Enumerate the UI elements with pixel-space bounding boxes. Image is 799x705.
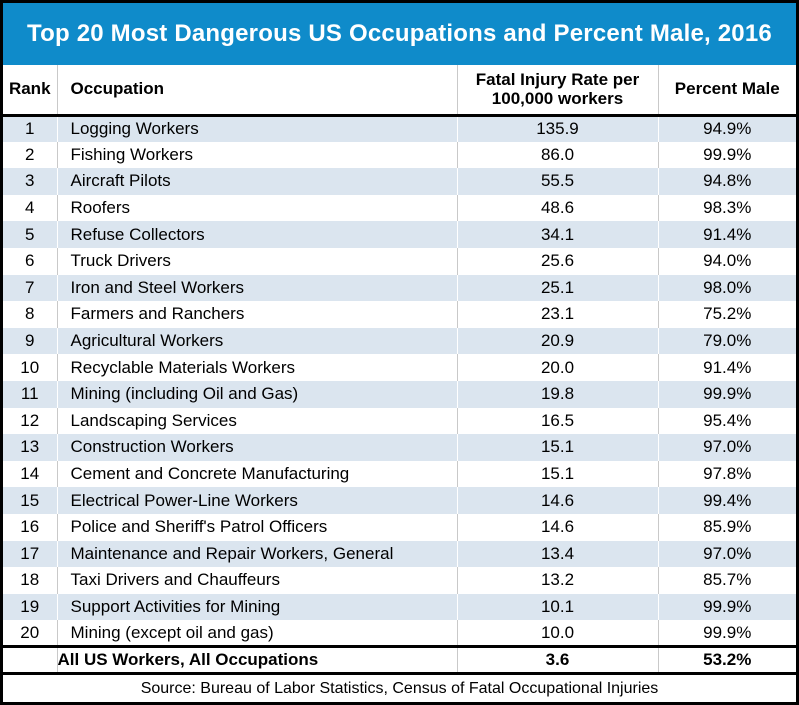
table-row — [3, 301, 796, 328]
percent-male-cell: 91.4% — [658, 221, 796, 248]
occupation-cell: Recyclable Materials Workers — [57, 354, 457, 381]
occupation-cell: Roofers — [57, 195, 457, 222]
percent-male-cell: 94.8% — [658, 168, 796, 195]
occupation-cell: Construction Workers — [57, 434, 457, 461]
occupation-cell: Mining (including Oil and Gas) — [57, 381, 457, 408]
occupations-table — [3, 65, 796, 675]
summary-rate-cell: 3.6 — [457, 647, 658, 674]
rank-cell: 17 — [20, 543, 40, 563]
rate-cell: 86.0 — [457, 142, 658, 169]
table-row — [3, 408, 796, 435]
rate-cell: 14.6 — [457, 487, 658, 514]
percent-male-cell: 85.9% — [658, 514, 796, 541]
table-row — [3, 168, 796, 195]
rank-cell: 7 — [25, 277, 35, 297]
percent-male-cell: 97.0% — [658, 541, 796, 568]
rank-cell: 10 — [20, 357, 40, 377]
rank-cell: 16 — [20, 517, 40, 537]
source-note: Source: Bureau of Labor Statistics, Census of Fatal Occupational Injuries — [3, 675, 796, 702]
table-body — [3, 115, 796, 647]
summary-rank-cell — [3, 647, 57, 674]
rate-cell: 34.1 — [457, 221, 658, 248]
rate-cell: 13.2 — [457, 567, 658, 594]
percent-male-cell: 79.0% — [658, 328, 796, 355]
occupation-cell: Cement and Concrete Manufacturing — [57, 461, 457, 488]
rank-cell: 13 — [20, 437, 40, 457]
rank-cell: 4 — [25, 198, 35, 218]
table-row — [3, 594, 796, 621]
percent-male-cell: 97.8% — [658, 461, 796, 488]
percent-male-cell: 94.0% — [658, 248, 796, 275]
rate-cell: 135.9 — [457, 115, 658, 142]
table-row — [3, 354, 796, 381]
table-row — [3, 221, 796, 248]
column-header-fatal-injury-rate: Fatal Injury Rate per 100,000 workers — [457, 65, 658, 115]
table-row — [3, 381, 796, 408]
rate-cell: 25.1 — [457, 275, 658, 302]
rate-cell: 20.9 — [457, 328, 658, 355]
occupation-cell: Aircraft Pilots — [57, 168, 457, 195]
table-row — [3, 434, 796, 461]
percent-male-cell: 99.4% — [658, 487, 796, 514]
rank-cell: 11 — [20, 384, 39, 404]
table-row — [3, 248, 796, 275]
table-footer — [3, 647, 796, 674]
occupation-cell: Taxi Drivers and Chauffeurs — [57, 567, 457, 594]
rate-cell: 19.8 — [457, 381, 658, 408]
column-header-rank: Rank — [3, 65, 57, 115]
column-header-percent-male: Percent Male — [658, 65, 796, 115]
rate-cell: 15.1 — [457, 461, 658, 488]
percent-male-cell: 97.0% — [658, 434, 796, 461]
title-bar — [3, 3, 796, 65]
percent-male-cell: 85.7% — [658, 567, 796, 594]
rank-cell: 20 — [20, 622, 40, 642]
occupation-cell: Logging Workers — [57, 115, 457, 142]
column-header-occupation: Occupation — [57, 65, 457, 115]
table-row — [3, 541, 796, 568]
rate-cell: 16.5 — [457, 408, 658, 435]
header-row — [3, 65, 796, 115]
table-row — [3, 195, 796, 222]
table-row — [3, 115, 796, 142]
table-row — [3, 461, 796, 488]
table-row — [3, 142, 796, 169]
page-title: Top 20 Most Dangerous US Occupations and Percent Male, 2016 — [27, 20, 772, 47]
rate-cell: 14.6 — [457, 514, 658, 541]
summary-percent-male-cell: 53.2% — [658, 647, 796, 674]
rank-cell: 3 — [25, 171, 35, 191]
rank-cell: 1 — [25, 119, 35, 139]
occupation-cell: Fishing Workers — [57, 142, 457, 169]
occupation-cell: Support Activities for Mining — [57, 594, 457, 621]
rate-cell: 15.1 — [457, 434, 658, 461]
rate-cell: 23.1 — [457, 301, 658, 328]
percent-male-cell: 91.4% — [658, 354, 796, 381]
table-row — [3, 275, 796, 302]
percent-male-cell: 98.3% — [658, 195, 796, 222]
rate-cell: 55.5 — [457, 168, 658, 195]
occupation-cell: Police and Sheriff's Patrol Officers — [57, 514, 457, 541]
occupation-cell: Refuse Collectors — [57, 221, 457, 248]
percent-male-cell: 94.9% — [658, 115, 796, 142]
table-row — [3, 328, 796, 355]
summary-row — [3, 647, 796, 674]
rate-cell: 10.0 — [457, 620, 658, 647]
rank-cell: 2 — [25, 144, 35, 164]
summary-occupation-cell: All US Workers, All Occupations — [57, 647, 457, 674]
occupation-cell: Iron and Steel Workers — [57, 275, 457, 302]
rank-cell: 12 — [20, 410, 40, 430]
percent-male-cell: 98.0% — [658, 275, 796, 302]
rank-cell: 15 — [20, 490, 40, 510]
table-row — [3, 620, 796, 647]
rank-cell: 8 — [25, 304, 35, 324]
table-header — [3, 65, 796, 115]
rate-cell: 48.6 — [457, 195, 658, 222]
percent-male-cell: 99.9% — [658, 594, 796, 621]
occupation-cell: Agricultural Workers — [57, 328, 457, 355]
table-row — [3, 514, 796, 541]
occupation-cell: Mining (except oil and gas) — [57, 620, 457, 647]
rank-cell: 18 — [20, 570, 40, 590]
occupation-cell: Maintenance and Repair Workers, General — [57, 541, 457, 568]
rank-cell: 6 — [25, 251, 35, 271]
table-row — [3, 487, 796, 514]
occupation-cell: Landscaping Services — [57, 408, 457, 435]
occupation-cell: Electrical Power-Line Workers — [57, 487, 457, 514]
percent-male-cell: 99.9% — [658, 620, 796, 647]
percent-male-cell: 99.9% — [658, 381, 796, 408]
occupation-cell: Farmers and Ranchers — [57, 301, 457, 328]
rate-cell: 10.1 — [457, 594, 658, 621]
rank-cell: 14 — [20, 464, 40, 484]
occupation-cell: Truck Drivers — [57, 248, 457, 275]
rate-cell: 13.4 — [457, 541, 658, 568]
rate-cell: 25.6 — [457, 248, 658, 275]
rank-cell: 9 — [25, 331, 35, 351]
rank-cell: 19 — [20, 596, 40, 616]
table-row — [3, 567, 796, 594]
percent-male-cell: 95.4% — [658, 408, 796, 435]
percent-male-cell: 99.9% — [658, 142, 796, 169]
rate-cell: 20.0 — [457, 354, 658, 381]
percent-male-cell: 75.2% — [658, 301, 796, 328]
rank-cell: 5 — [25, 224, 35, 244]
